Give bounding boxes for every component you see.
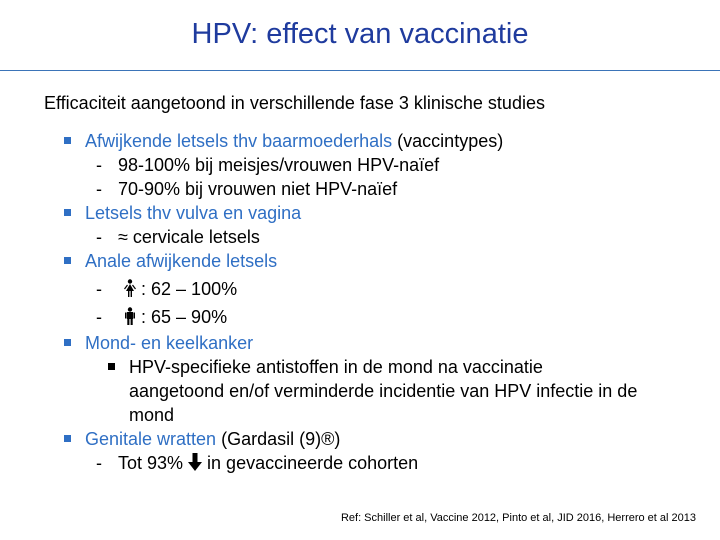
bullet-anal — [64, 250, 277, 272]
warts-sub-text-b: in gevaccineerde cohorten — [202, 453, 419, 473]
slide-title: HPV: effect van vaccinatie — [191, 18, 529, 50]
warts-note: (Gardasil (9)®) — [216, 429, 341, 449]
anal-heading: Anale afwijkende letsels — [85, 251, 278, 271]
bullet-warts — [64, 428, 340, 450]
cervix-sub-1 — [96, 154, 439, 176]
mouth-sub-cont-1: aangetoond en/of verminderde incidentie van HPV infectie in de — [129, 381, 638, 401]
bullet-cervix — [64, 130, 503, 152]
dash-marker: - — [96, 279, 102, 299]
bullet-marker — [64, 257, 71, 264]
mouth-sub-text-1: HPV-specifieke antistoffen in de mond na vaccinatie — [129, 357, 543, 377]
bullet-marker — [64, 339, 71, 346]
cervix-sub-2 — [96, 178, 397, 200]
dash-marker: - — [96, 453, 102, 473]
bullet-vulva — [64, 202, 301, 224]
vulva-heading: Letsels thv vulva en vagina — [85, 203, 302, 223]
bullet-mouth — [64, 332, 253, 354]
mouth-heading: Mond- en keelkanker — [85, 333, 254, 353]
dash-marker: - — [96, 155, 102, 175]
vulva-sub-text: ≈ cervicale letsels — [118, 227, 260, 247]
reference-note: Ref: Schiller et al, Vaccine 2012, Pinto et al, JID 2016, Herrero et al 2013 — [340, 512, 696, 524]
cervix-sub-1-text: 98-100% bij meisjes/vrouwen HPV-naïef — [118, 155, 440, 175]
anal-male-value: : 65 – 90% — [141, 307, 228, 327]
warts-sub — [96, 452, 418, 474]
warts-heading: Genitale wratten — [85, 429, 217, 449]
vulva-sub — [96, 226, 260, 248]
anal-male — [96, 306, 227, 328]
dash-marker: - — [96, 179, 102, 199]
male-person-icon — [123, 307, 137, 325]
bullet-marker — [64, 137, 71, 144]
cervix-note: (vaccintypes) — [392, 131, 504, 151]
dash-marker: - — [96, 307, 102, 327]
anal-female-value: : 62 – 100% — [141, 279, 238, 299]
warts-sub-text-a: Tot 93% — [118, 453, 189, 473]
mouth-sub-cont-2: mond — [129, 405, 175, 425]
title-divider — [0, 70, 720, 71]
sub-bullet-marker — [108, 363, 115, 370]
dash-marker: - — [96, 227, 102, 247]
mouth-sub — [108, 356, 543, 378]
down-arrow-icon — [188, 453, 202, 471]
anal-female — [96, 278, 237, 300]
bullet-marker — [64, 209, 71, 216]
bullet-marker — [64, 435, 71, 442]
intro-text: Efficaciteit aangetoond in verschillende fase 3 klinische studies — [44, 93, 545, 113]
cervix-sub-2-text: 70-90% bij vrouwen niet HPV-naïef — [118, 179, 398, 199]
cervix-heading: Afwijkende letsels thv baarmoederhals — [85, 131, 393, 151]
female-person-icon — [123, 279, 137, 297]
